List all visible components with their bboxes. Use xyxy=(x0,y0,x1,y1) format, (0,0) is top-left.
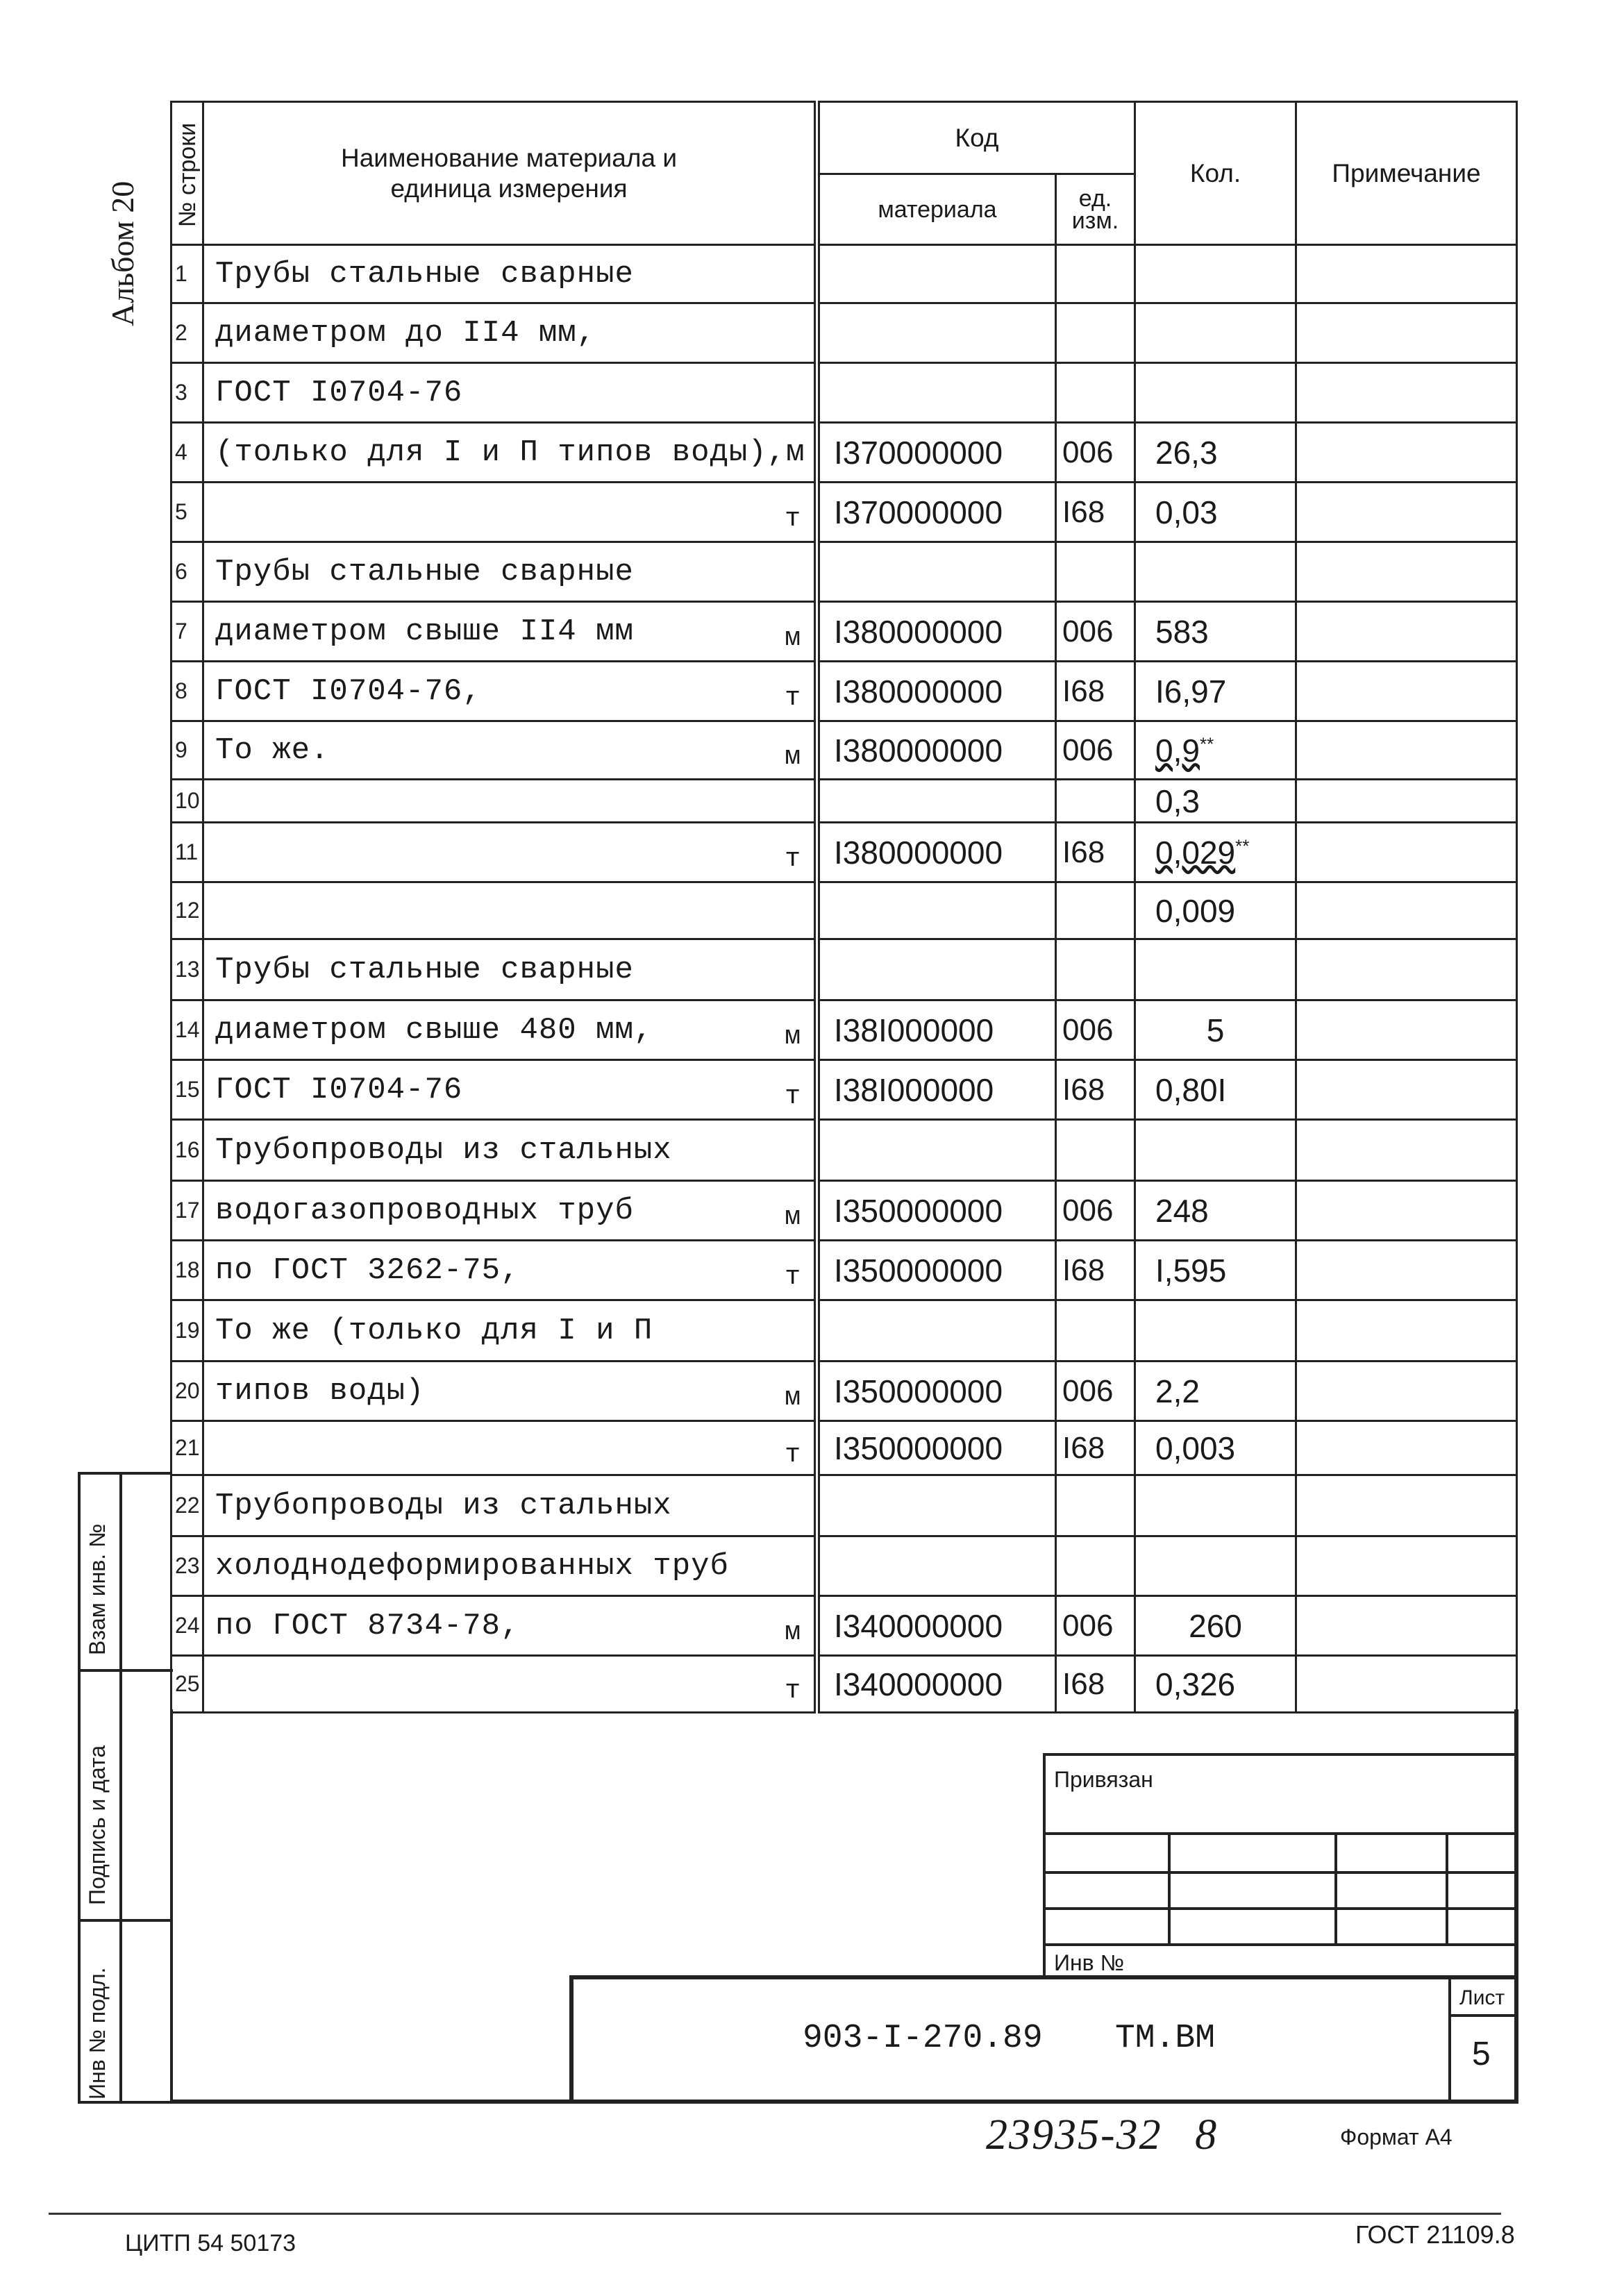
note-cell xyxy=(1296,483,1517,542)
material-code: I350000000 xyxy=(817,1361,1056,1421)
note-cell xyxy=(1296,1181,1517,1241)
material-unit: т xyxy=(785,844,801,874)
material-code: I350000000 xyxy=(817,1421,1056,1475)
material-code xyxy=(817,1120,1056,1181)
row-number: 23 xyxy=(171,1536,203,1596)
note-cell xyxy=(1296,1421,1517,1475)
unit-code: 006 xyxy=(1056,1000,1135,1060)
unit-code xyxy=(1056,542,1135,602)
material-name-cell xyxy=(203,1421,817,1475)
table-row xyxy=(171,483,1517,542)
material-name: Трубы стальные сварные xyxy=(215,554,634,589)
material-unit: м xyxy=(785,623,801,653)
note-cell xyxy=(1296,1060,1517,1120)
quantity: 248 xyxy=(1155,1192,1209,1229)
quantity-cell xyxy=(1135,721,1296,780)
unit-code xyxy=(1056,882,1135,939)
material-name: диаметром свыше 480 мм, xyxy=(215,1012,653,1048)
quantity-cell xyxy=(1135,245,1296,303)
table-row xyxy=(171,303,1517,363)
note-cell xyxy=(1296,602,1517,662)
row-number: 10 xyxy=(171,780,203,823)
stamp-digit: 8 xyxy=(1195,2111,1219,2159)
unit-code: I68 xyxy=(1056,1241,1135,1300)
table-row xyxy=(171,1475,1517,1536)
signature-date-label: Подпись и дата xyxy=(85,1745,110,1905)
quantity-mark: ** xyxy=(1235,835,1250,857)
table-row xyxy=(171,363,1517,423)
table-row xyxy=(171,1536,1517,1596)
table-row xyxy=(171,1241,1517,1300)
quantity-cell xyxy=(1135,662,1296,721)
quantity-cell xyxy=(1135,1475,1296,1536)
printer-code: ЦИТП 54 50173 xyxy=(125,2230,296,2256)
material-unit: м xyxy=(785,1617,801,1648)
table-row xyxy=(171,542,1517,602)
material-name-cell xyxy=(203,823,817,882)
quantity-cell xyxy=(1135,780,1296,823)
material-code: I38I000000 xyxy=(817,1060,1056,1120)
table-row xyxy=(171,721,1517,780)
material-unit: м xyxy=(785,1382,801,1413)
sheet-number: 5 xyxy=(1472,2036,1491,2072)
unit-code: I68 xyxy=(1056,662,1135,721)
quantity-cell xyxy=(1135,1596,1296,1656)
material-name-cell xyxy=(203,1300,817,1361)
row-number: 4 xyxy=(171,423,203,483)
material-code: I380000000 xyxy=(817,662,1056,721)
material-name-cell xyxy=(203,303,817,363)
quantity: 2,2 xyxy=(1155,1373,1200,1409)
table-row xyxy=(171,602,1517,662)
material-name-cell xyxy=(203,1596,817,1656)
quantity: 583 xyxy=(1155,613,1209,650)
quantity: 5 xyxy=(1206,1012,1225,1048)
note-cell xyxy=(1296,303,1517,363)
note-cell xyxy=(1296,780,1517,823)
quantity: 26,3 xyxy=(1155,434,1218,471)
note-cell xyxy=(1296,1536,1517,1596)
table-row xyxy=(171,662,1517,721)
material-name: по ГОСТ 3262-75, xyxy=(215,1252,520,1288)
row-number: 16 xyxy=(171,1120,203,1181)
quantity-cell xyxy=(1135,602,1296,662)
privyazan-label: Привязан xyxy=(1054,1767,1153,1792)
material-name: водогазопроводных труб xyxy=(215,1193,634,1228)
row-number-header: № строки xyxy=(171,102,203,245)
unit-code xyxy=(1056,1536,1135,1596)
material-name: То же. xyxy=(215,732,330,768)
material-code: I380000000 xyxy=(817,602,1056,662)
material-name-cell xyxy=(203,483,817,542)
material-unit: т xyxy=(785,503,801,534)
stamp-number-value: 23935-32 xyxy=(986,2111,1162,2159)
note-cell xyxy=(1296,721,1517,780)
name-header: Наименование материала и единица измерения xyxy=(203,102,817,245)
material-unit: т xyxy=(785,1081,801,1112)
unit-code xyxy=(1056,303,1135,363)
quantity-cell xyxy=(1135,1656,1296,1713)
material-name-cell xyxy=(203,602,817,662)
material-name-cell xyxy=(203,1656,817,1713)
material-code: I350000000 xyxy=(817,1241,1056,1300)
quantity: 0,3 xyxy=(1155,782,1200,819)
material-name-cell xyxy=(203,1475,817,1536)
material-name-cell xyxy=(203,1000,817,1060)
quantity: 0,03 xyxy=(1155,494,1218,530)
material-code: I350000000 xyxy=(817,1181,1056,1241)
table-row xyxy=(171,1656,1517,1713)
table-row xyxy=(171,1361,1517,1421)
material-unit: м xyxy=(785,1021,801,1052)
quantity-cell xyxy=(1135,542,1296,602)
album-label: Альбом 20 xyxy=(105,181,140,326)
quantity-cell xyxy=(1135,1300,1296,1361)
unit-code: I68 xyxy=(1056,823,1135,882)
row-number: 1 xyxy=(171,245,203,303)
row-number: 14 xyxy=(171,1000,203,1060)
unit-code xyxy=(1056,780,1135,823)
material-code-header: материала xyxy=(817,174,1056,245)
material-name: по ГОСТ 8734-78, xyxy=(215,1608,520,1643)
note-cell xyxy=(1296,1596,1517,1656)
unit-code xyxy=(1056,1475,1135,1536)
note-cell xyxy=(1296,1300,1517,1361)
material-name-cell xyxy=(203,1181,817,1241)
quantity-header: Кол. xyxy=(1135,102,1296,245)
material-unit: т xyxy=(785,1675,801,1706)
unit-code: I68 xyxy=(1056,1060,1135,1120)
unit-code: I68 xyxy=(1056,483,1135,542)
unit-code: I68 xyxy=(1056,1421,1135,1475)
row-number: 19 xyxy=(171,1300,203,1361)
material-name-cell xyxy=(203,542,817,602)
material-code xyxy=(817,1475,1056,1536)
note-cell xyxy=(1296,662,1517,721)
material-name: То же (только для I и П xyxy=(215,1313,653,1348)
row-number: 8 xyxy=(171,662,203,721)
quantity: 0,326 xyxy=(1155,1666,1236,1702)
note-cell xyxy=(1296,1120,1517,1181)
row-number: 5 xyxy=(171,483,203,542)
material-name-cell xyxy=(203,363,817,423)
row-number: 15 xyxy=(171,1060,203,1120)
unit-code xyxy=(1056,1300,1135,1361)
material-name: ГОСТ I0704-76 xyxy=(215,1072,463,1107)
row-number: 6 xyxy=(171,542,203,602)
quantity: 260 xyxy=(1189,1607,1242,1644)
unit-code: 006 xyxy=(1056,1361,1135,1421)
row-number: 17 xyxy=(171,1181,203,1241)
material-code: I370000000 xyxy=(817,483,1056,542)
document-suffix: ТМ.ВМ xyxy=(1115,2020,1216,2057)
quantity: 0,029 xyxy=(1155,834,1236,871)
quantity-cell xyxy=(1135,939,1296,1000)
binding-block xyxy=(1043,1753,1518,1975)
material-code xyxy=(817,939,1056,1000)
material-unit: м xyxy=(785,741,801,772)
table-row xyxy=(171,1300,1517,1361)
table-row xyxy=(171,780,1517,823)
material-unit: м xyxy=(785,1202,801,1232)
quantity-cell xyxy=(1135,423,1296,483)
note-cell xyxy=(1296,882,1517,939)
stamp-number xyxy=(986,2111,1218,2160)
table-row xyxy=(171,245,1517,303)
quantity-cell xyxy=(1135,1060,1296,1120)
material-name-cell xyxy=(203,1241,817,1300)
note-cell xyxy=(1296,363,1517,423)
materials-table xyxy=(170,101,1518,1713)
table-row xyxy=(171,823,1517,882)
vzam-inv-label: Взам инв. № xyxy=(85,1523,110,1655)
material-name: ГОСТ I0704-76, xyxy=(215,673,482,709)
row-number: 20 xyxy=(171,1361,203,1421)
note-cell xyxy=(1296,1241,1517,1300)
material-name-cell xyxy=(203,1060,817,1120)
quantity-cell xyxy=(1135,1536,1296,1596)
quantity-cell xyxy=(1135,1241,1296,1300)
row-number: 7 xyxy=(171,602,203,662)
material-name-cell xyxy=(203,1361,817,1421)
note-header: Примечание xyxy=(1296,102,1517,245)
quantity-cell xyxy=(1135,1421,1296,1475)
table-row xyxy=(171,939,1517,1000)
quantity-cell xyxy=(1135,823,1296,882)
material-code xyxy=(817,882,1056,939)
material-name: типов воды) xyxy=(215,1373,425,1409)
table-row xyxy=(171,1120,1517,1181)
quantity: I,595 xyxy=(1155,1252,1227,1289)
table-row xyxy=(171,882,1517,939)
quantity-mark: ** xyxy=(1199,733,1214,755)
material-name-cell xyxy=(203,1120,817,1181)
material-name-cell xyxy=(203,662,817,721)
row-number: 21 xyxy=(171,1421,203,1475)
row-number: 24 xyxy=(171,1596,203,1656)
left-stamp-strip xyxy=(78,1472,170,2104)
unit-code: 006 xyxy=(1056,1596,1135,1656)
material-name: Трубы стальные сварные xyxy=(215,952,634,987)
material-code xyxy=(817,542,1056,602)
material-name: холоднодеформированных труб xyxy=(215,1548,729,1584)
quantity-cell xyxy=(1135,1120,1296,1181)
note-cell xyxy=(1296,542,1517,602)
material-name: (только для I и П типов воды),м xyxy=(215,435,805,470)
quantity: 0,9 xyxy=(1155,732,1200,769)
material-code xyxy=(817,303,1056,363)
unit-code: 006 xyxy=(1056,1181,1135,1241)
note-cell xyxy=(1296,823,1517,882)
material-name: ГОСТ I0704-76 xyxy=(215,375,463,410)
material-code xyxy=(817,1536,1056,1596)
code-header: Код xyxy=(817,102,1135,174)
material-code: I370000000 xyxy=(817,423,1056,483)
row-number: 13 xyxy=(171,939,203,1000)
row-number: 9 xyxy=(171,721,203,780)
note-cell xyxy=(1296,1361,1517,1421)
document-code-block xyxy=(569,1975,1518,2104)
material-code: I380000000 xyxy=(817,823,1056,882)
table-row xyxy=(171,1421,1517,1475)
material-code: I38I000000 xyxy=(817,1000,1056,1060)
note-cell xyxy=(1296,423,1517,483)
material-unit: т xyxy=(785,1262,801,1292)
material-name: Трубы стальные сварные xyxy=(215,256,634,292)
quantity-cell xyxy=(1135,303,1296,363)
material-code xyxy=(817,363,1056,423)
unit-code xyxy=(1056,245,1135,303)
row-number: 18 xyxy=(171,1241,203,1300)
material-code xyxy=(817,245,1056,303)
note-cell xyxy=(1296,1656,1517,1713)
unit-code xyxy=(1056,1120,1135,1181)
material-name-cell xyxy=(203,245,817,303)
quantity: 0,80I xyxy=(1155,1071,1227,1108)
row-number: 25 xyxy=(171,1656,203,1713)
row-number: 2 xyxy=(171,303,203,363)
note-cell xyxy=(1296,1000,1517,1060)
note-cell xyxy=(1296,1475,1517,1536)
unit-code: I68 xyxy=(1056,1656,1135,1713)
inv-podl-label: Инв № подл. xyxy=(85,1967,110,2100)
quantity-cell xyxy=(1135,1181,1296,1241)
material-name: Трубопроводы из стальных xyxy=(215,1488,672,1523)
table-row xyxy=(171,1060,1517,1120)
material-code: I340000000 xyxy=(817,1596,1056,1656)
material-name: диаметром до II4 мм, xyxy=(215,315,596,351)
material-unit: т xyxy=(785,1439,801,1470)
unit-code-header: ед. изм. xyxy=(1056,174,1135,245)
material-name-cell xyxy=(203,423,817,483)
quantity: I6,97 xyxy=(1155,673,1227,710)
inv-no-label: Инв № xyxy=(1054,1950,1124,1975)
material-code: I380000000 xyxy=(817,721,1056,780)
note-cell xyxy=(1296,939,1517,1000)
unit-code: 006 xyxy=(1056,602,1135,662)
format-label: Формат А4 xyxy=(1340,2125,1453,2150)
material-name-cell xyxy=(203,780,817,823)
quantity-cell xyxy=(1135,1000,1296,1060)
table-row xyxy=(171,1596,1517,1656)
document-code: 903-I-270.89 xyxy=(803,2020,1043,2057)
row-number: 3 xyxy=(171,363,203,423)
quantity-cell xyxy=(1135,363,1296,423)
row-number: 12 xyxy=(171,882,203,939)
quantity: 0,009 xyxy=(1155,892,1236,929)
quantity-cell xyxy=(1135,483,1296,542)
gost-label: ГОСТ 21109.8 xyxy=(1355,2220,1515,2249)
material-name-cell xyxy=(203,939,817,1000)
unit-code xyxy=(1056,939,1135,1000)
material-unit: т xyxy=(785,682,801,713)
table-row xyxy=(171,423,1517,483)
sheet-label: Лист xyxy=(1459,1986,1505,2009)
quantity: 0,003 xyxy=(1155,1430,1236,1466)
note-cell xyxy=(1296,245,1517,303)
material-name-cell xyxy=(203,721,817,780)
table-row xyxy=(171,1000,1517,1060)
material-name-cell xyxy=(203,1536,817,1596)
table-row xyxy=(171,1181,1517,1241)
unit-code: 006 xyxy=(1056,721,1135,780)
unit-code xyxy=(1056,363,1135,423)
footer-divider xyxy=(49,2213,1501,2215)
quantity-cell xyxy=(1135,1361,1296,1421)
material-name: Трубопроводы из стальных xyxy=(215,1132,672,1168)
material-name: диаметром свыше II4 мм xyxy=(215,614,634,649)
material-name-cell xyxy=(203,882,817,939)
material-code xyxy=(817,1300,1056,1361)
material-code: I340000000 xyxy=(817,1656,1056,1713)
quantity-cell xyxy=(1135,882,1296,939)
row-number: 11 xyxy=(171,823,203,882)
material-code xyxy=(817,780,1056,823)
row-number: 22 xyxy=(171,1475,203,1536)
unit-code: 006 xyxy=(1056,423,1135,483)
